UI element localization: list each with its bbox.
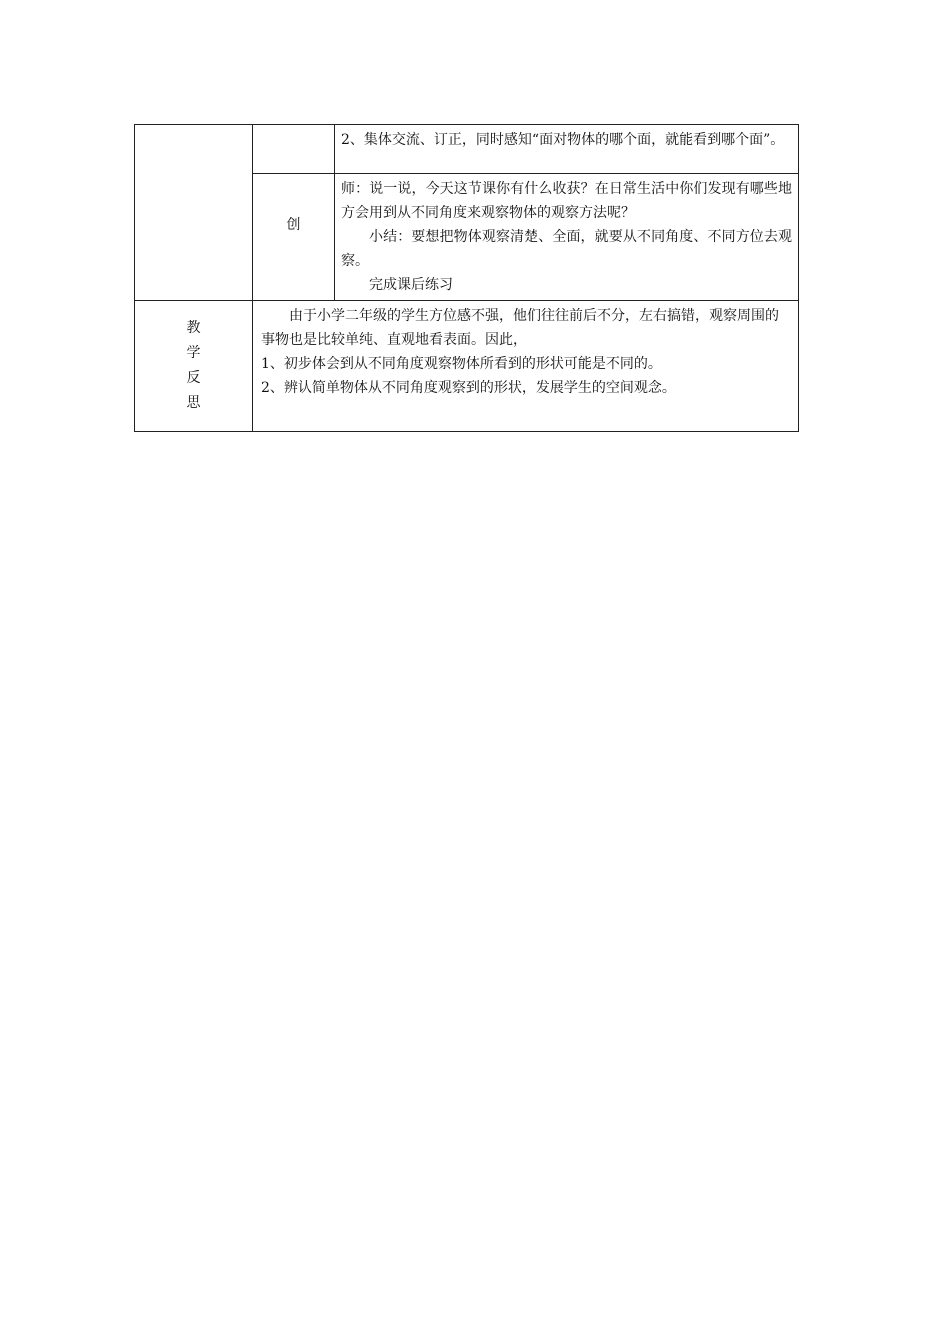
lesson-plan-table [134,124,799,432]
summary-text-block [335,174,798,300]
summary-text: 小结：要想把物体观察清楚、全面，就要从不同角度、不同方位去观察。 [341,229,792,269]
step-label: 创 [286,217,301,233]
content-cell [335,125,799,174]
teacher-question: 师：说一说，今天这节课你有什么收获？在日常生活中你们发现有哪些地方会用到从不同角度来观察物体的观察方法呢？ [341,181,792,221]
reflection-label-char: 思 [186,395,201,411]
empty-section-cell [135,125,253,301]
exchange-correction-text: 2、集体交流、订正，同时感知“面对物体的哪个面，就能看到哪个面”。 [341,132,785,148]
reflection-text-block [253,301,798,403]
homework-text: 完成课后练习 [369,277,453,293]
reflection-label-char: 学 [186,345,201,361]
empty-step-cell [253,125,335,174]
table-row [135,301,799,432]
reflection-label [135,301,252,431]
reflection-point-2: 2、辨认简单物体从不同角度观察到的形状，发展学生的空间观念。 [261,380,676,396]
reflection-intro: 由于小学二年级的学生方位感不强，他们往往前后不分，左右搞错，观察周围的事物也是比较单纯、直观地看表面。因此， [261,308,779,348]
reflection-label-char: 反 [186,370,201,386]
reflection-label-char: 教 [186,320,201,336]
step-label-cell [253,174,335,301]
content-cell [335,174,799,301]
reflection-content-cell [253,301,799,432]
table-row [135,125,799,174]
reflection-label-cell [135,301,253,432]
reflection-point-1: 1、初步体会到从不同角度观察物体所看到的形状可能是不同的。 [261,356,662,372]
